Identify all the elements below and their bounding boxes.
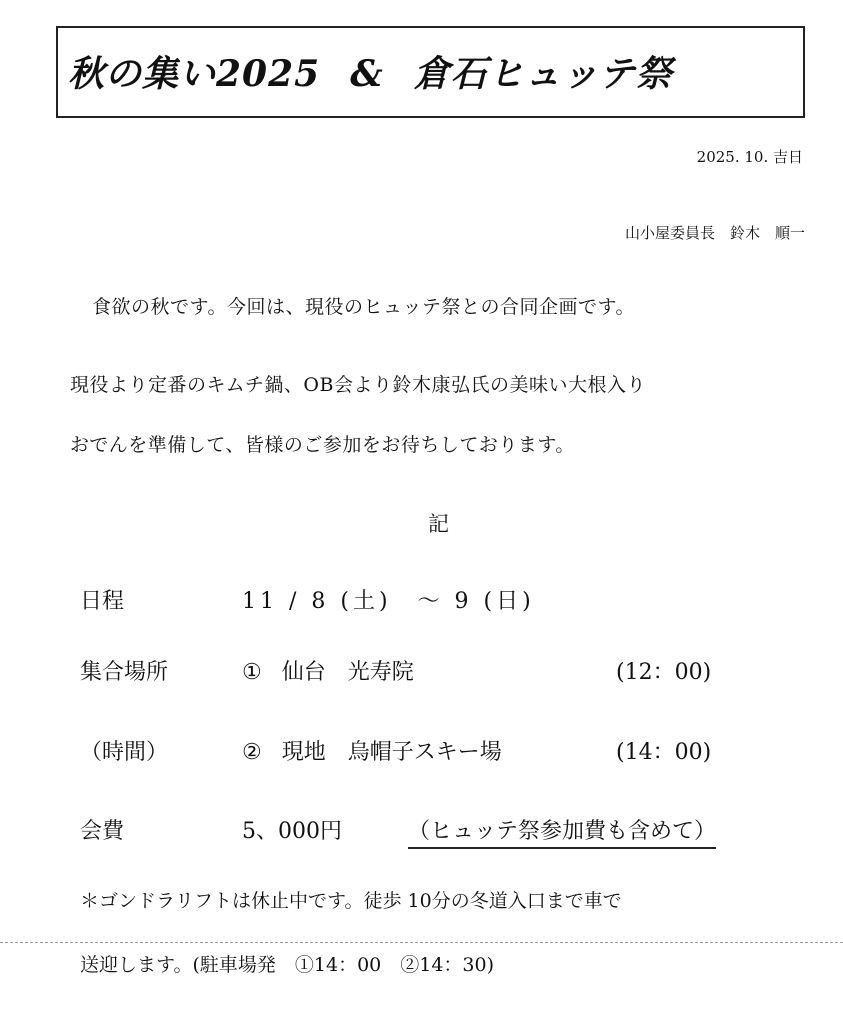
fee-label: 会費 xyxy=(80,819,125,844)
schedule-value: 11 / 8 (土) ～ 9 (日) xyxy=(242,589,535,614)
meeting-location-1 xyxy=(242,655,414,686)
note-line-1: ＊ゴンドラリフトは休止中です。徒歩 10分の冬道入口まで車で xyxy=(80,890,622,912)
meeting1-number: ① xyxy=(242,660,262,685)
title-part2: 倉石ヒュッテ祭 xyxy=(413,53,673,95)
body-line-1: 食欲の秋です。今回は、現役のヒュッテ祭との合同企画です。 xyxy=(92,296,635,318)
meeting2-place: 現地 烏帽子スキー場 xyxy=(281,740,502,765)
scan-divider xyxy=(0,942,843,943)
page-title xyxy=(68,46,673,97)
meeting-location-2 xyxy=(242,735,502,766)
body-line-3: おでんを準備して、皆様のご参加をお待ちしております。 xyxy=(70,434,575,456)
time-label: （時間） xyxy=(80,740,169,765)
document-date: 2025. 10. 吉日 xyxy=(696,148,803,166)
document-author: 山小屋委員長 鈴木 順一 xyxy=(624,224,805,242)
note-line-2: 送迎します。(駐車場発 ①14：00 ②14：30) xyxy=(80,954,495,976)
schedule-label: 日程 xyxy=(80,589,125,614)
fee-note: （ヒュッテ祭参加費も含めて） xyxy=(408,814,716,849)
meeting2-time: (14：00) xyxy=(616,740,712,765)
section-mark: 記 xyxy=(428,512,449,536)
meeting1-time: (12：00) xyxy=(616,660,712,685)
meeting2-number: ② xyxy=(242,740,262,765)
meeting1-place: 仙台 光寿院 xyxy=(281,660,414,685)
title-ampersand: & xyxy=(350,53,384,95)
body-line-2: 現役より定番のキムチ鍋、OB会より鈴木康弘氏の美味い大根入り xyxy=(70,374,646,396)
title-box xyxy=(56,26,805,118)
title-part1: 秋の集い2025 xyxy=(68,53,321,95)
meeting-label: 集合場所 xyxy=(80,660,169,685)
fee-value: 5、000円 xyxy=(242,819,342,844)
